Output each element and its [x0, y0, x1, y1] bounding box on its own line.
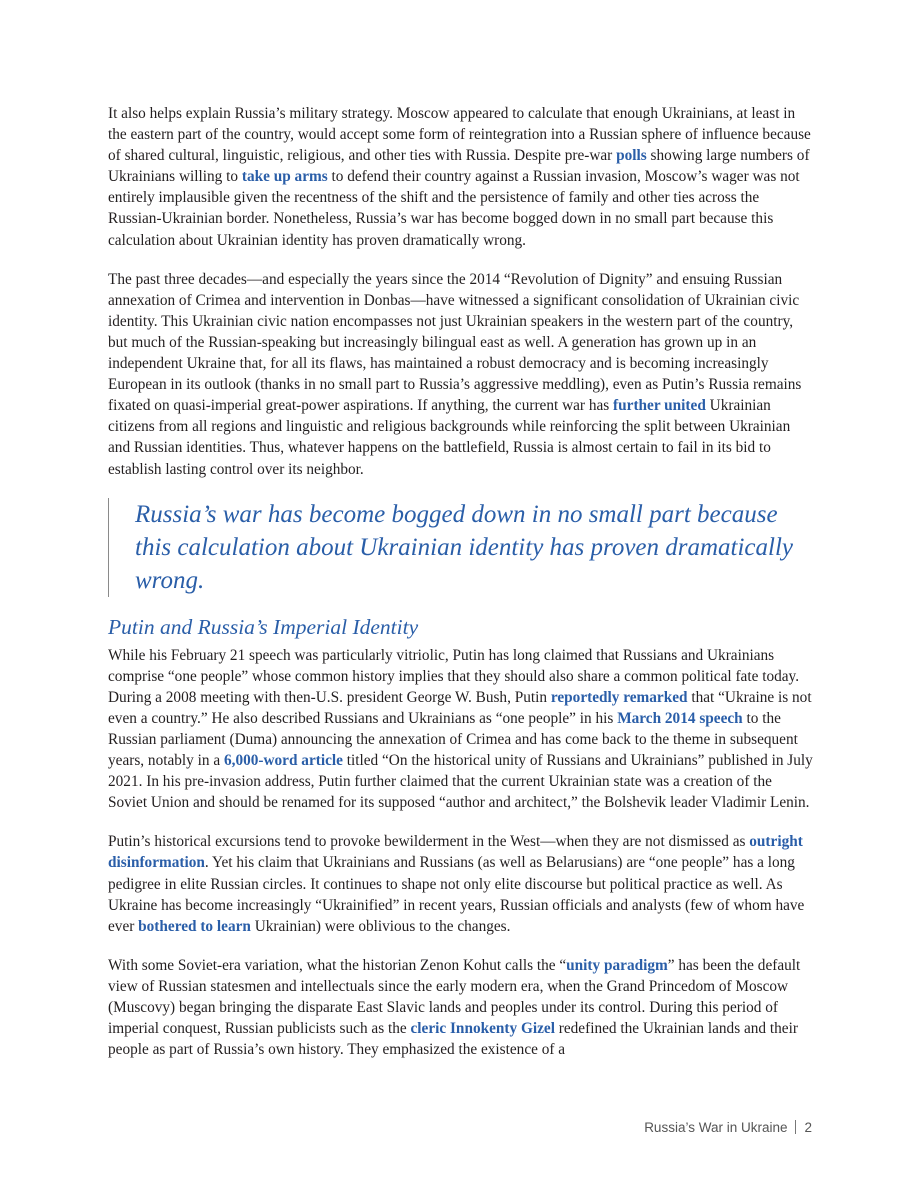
paragraph-text: titled “On the historical unity of Russians and Ukrainians” published in July 2021. In his pre-invasion address, Putin further claimed that the current Ukrainian state was a creation of the Soviet Union and should be renamed for its supposed “author and architect,” the Bolshevik leader Vladimir Lenin.: [108, 752, 813, 812]
paragraph-text: While his February 21 speech was particularly vitriolic, Putin has long claimed that Russians and Ukrainians comprise “one people” whose common history implies that they should also share a common political fate today. During a 2008 meeting with then-U.S. president George W. Bush, Putin: [108, 646, 800, 706]
link-outright-disinformation[interactable]: outright disinformation: [108, 833, 803, 872]
paragraph-text: It also helps explain Russia’s military strategy. Moscow appeared to calculate that enough Ukrainians, at least in the eastern part of the country, would accept some form of reintegration into a Russian sphere of influence because of shared cultural, linguistic, religious, and other ties with Russia. Despite pre-war: [108, 105, 811, 165]
page-number: 2: [804, 1120, 812, 1135]
paragraph-text: The past three decades—and especially the years since the 2014 “Revolution of Dignity” and ensuing Russian annexation of Crimea and intervention in Donbas—have witnessed a significant consolidation of Ukrainian civic identity. This Ukrainian civic nation encompasses not just Ukrainian speakers in the western part of the country, but much of the Russian-speaking but increasingly bilingual east as well. A generation has grown up in an independent Ukraine that, for all its flaws, has maintained a robust democracy and is becoming increasingly European in its outlook (thanks in no small part to Russia’s aggressive meddling), even as Putin’s Russia remains fixated on quasi-imperial great-power aspirations. If anything, the current war has: [108, 270, 802, 415]
link-cleric-innokenty-gizel[interactable]: cleric Innokenty Gizel: [410, 1020, 555, 1038]
footer-title: Russia’s War in Ukraine: [644, 1120, 788, 1135]
paragraph-text: Ukrainian citizens from all regions and linguistic and religious backgrounds while reinforcing the split between Ukrainian and Russian identities. Thus, whatever happens on the battlefield, Russia is almost certain to fail in its bid to establish lasting control over its neighbor.: [108, 397, 791, 478]
paragraph-text: to the Russian parliament (Duma) announcing the annexation of Crimea and has come back to the theme in subsequent years, notably in a: [108, 709, 798, 770]
paragraph-text: Putin’s historical excursions tend to provoke bewilderment in the West—when they are not dismissed as: [108, 833, 750, 851]
footer-divider: [795, 1120, 796, 1134]
pull-quote: Russia’s war has become bogged down in no small part because this calculation about Ukrainian identity has proven dramatically wrong.: [108, 498, 814, 597]
paragraph: [108, 955, 814, 1060]
link-reportedly-remarked[interactable]: reportedly remarked: [550, 688, 688, 706]
paragraph-text: Ukrainian) were oblivious to the changes.: [250, 917, 511, 935]
paragraph-text: showing large numbers of Ukrainians willing to: [108, 147, 810, 186]
paragraph-text: ” has been the default view of Russian statesmen and intellectuals since the early modern era, when the Grand Princedom of Moscow (Muscovy) began bringing the disparate East Slavic lands and peoples under its control. During this period of imperial conquest, Russian publicists such as the: [108, 956, 801, 1038]
article-body: [108, 103, 814, 1078]
paragraph: [108, 645, 814, 814]
page-footer: [644, 1120, 812, 1135]
link-march-2014-speech[interactable]: March 2014 speech: [617, 709, 743, 727]
paragraph: [108, 103, 814, 251]
link-6000-word-article[interactable]: 6,000-word article: [223, 752, 343, 770]
paragraph-text: . Yet his claim that Ukrainians and Russians (as well as Belarusians) are “one people” has a long pedigree in elite Russian circles. It continues to shape not only elite discourse but political practice as well. As Ukraine has become increasingly “Ukrainified” in recent years, Russian officials and analysts (few of whom have ever: [108, 854, 805, 935]
link-unity-paradigm[interactable]: unity paradigm: [566, 956, 668, 974]
link-bothered-to-learn[interactable]: bothered to learn: [138, 917, 251, 935]
link-polls[interactable]: polls: [616, 147, 647, 165]
paragraph: [108, 831, 814, 936]
paragraph: [108, 269, 814, 480]
paragraph-text: With some Soviet-era variation, what the historian Zenon Kohut calls the “: [108, 956, 567, 974]
link-further-united[interactable]: further united: [613, 397, 706, 415]
paragraph-text: redefined the Ukrainian lands and their people as part of Russia’s own history. They emphasized the existence of a: [108, 1020, 798, 1059]
link-take-up-arms[interactable]: take up arms: [241, 168, 328, 186]
paragraph-text: to defend their country against a Russian invasion, Moscow’s wager was not entirely implausible given the recentness of the shift and the persistence of family and other ties across the Russian-Ukrainian border. Nonetheless, Russia’s war has become bogged down in no small part because this calculation about Ukrainian identity has proven dramatically wrong.: [108, 168, 800, 249]
paragraph-text: that “Ukraine is not even a country.” He also described Russians and Ukrainians as “one people” in his: [108, 688, 812, 727]
section-heading: Putin and Russia’s Imperial Identity: [108, 614, 419, 639]
